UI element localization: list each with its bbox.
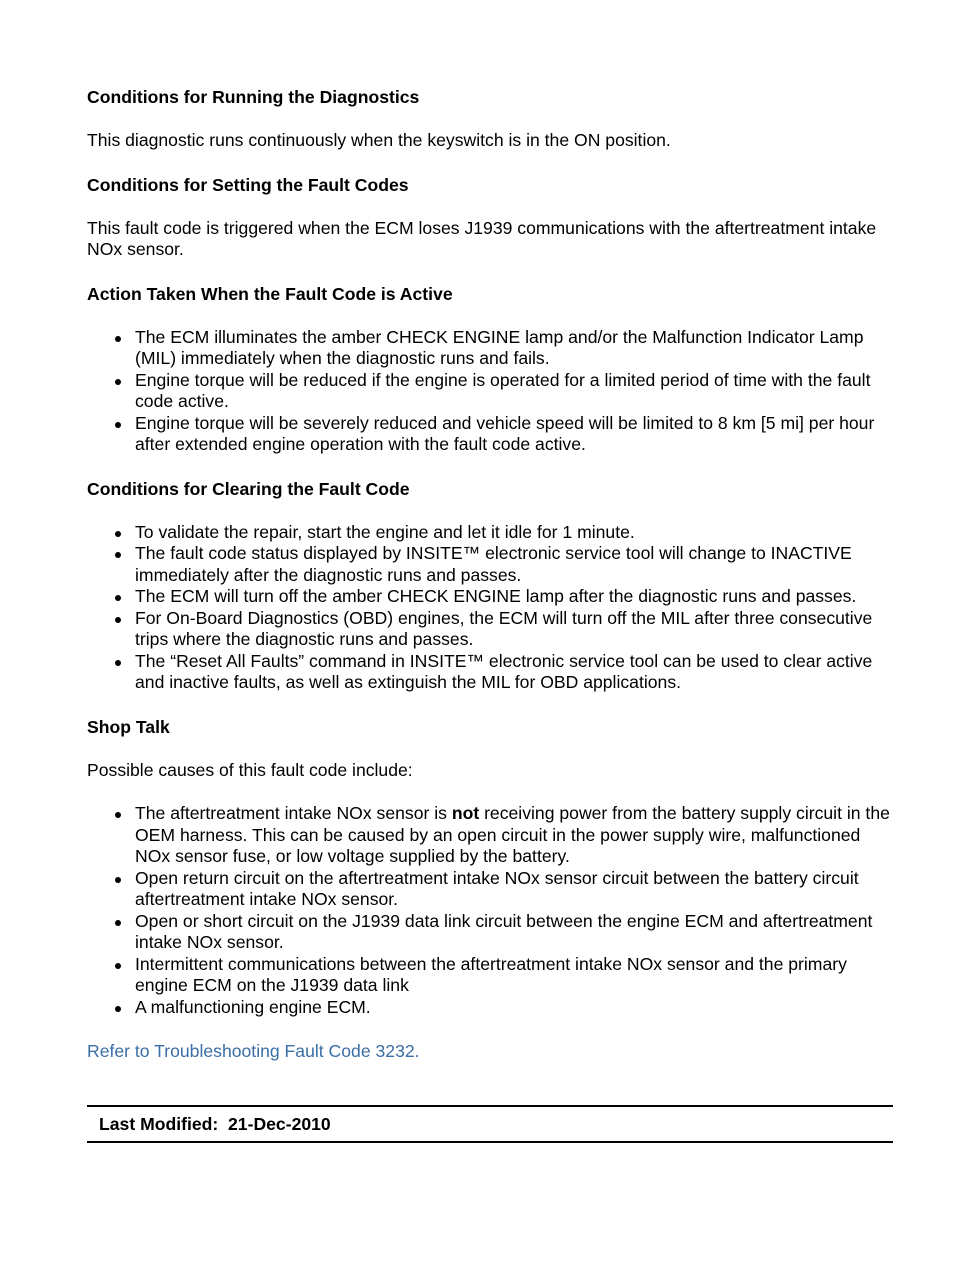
- list-item-text: The ECM illuminates the amber CHECK ENGINE lamp and/or the Malfunction Indicator Lamp (MIL) immediately when the diagnostic runs and fails.: [135, 326, 864, 368]
- list-item: [87, 911, 893, 954]
- heading-shop-talk: Shop Talk: [87, 716, 170, 737]
- action-taken-list: [87, 327, 893, 456]
- list-item: [87, 327, 893, 370]
- footer-bar: [87, 1105, 893, 1143]
- list-item-text: To validate the repair, start the engine and let it idle for 1 minute.: [135, 521, 635, 542]
- bullet-icon: [115, 877, 121, 883]
- heading-setting-conditions: Conditions for Setting the Fault Codes: [87, 174, 409, 195]
- bullet-icon: [115, 336, 121, 342]
- heading-clearing-conditions: Conditions for Clearing the Fault Code: [87, 478, 410, 499]
- bullet-icon: [115, 812, 121, 818]
- bullet-icon: [115, 920, 121, 926]
- list-item-text-after: receiving power from the battery supply circuit in the OEM harness. This can be caused by an open circuit in the power supply wire, malfunctioned NOx sensor fuse, or low voltage supplied by the battery.: [135, 803, 890, 866]
- bullet-icon: [115, 963, 121, 969]
- bullet-icon: [115, 660, 121, 666]
- list-item-text: Intermittent communications between the aftertreatment intake NOx sensor and the primary engine ECM on the J1939 data link: [135, 953, 847, 995]
- shop-talk-intro: Possible causes of this fault code include:: [87, 759, 413, 780]
- list-item-text: The “Reset All Faults” command in INSITE™ electronic service tool can be used to clear active and inactive faults, as well as extinguish the MIL for OBD applications.: [135, 650, 873, 692]
- list-item: [87, 954, 893, 997]
- setting-conditions-text: This fault code is triggered when the ECM loses J1939 communications with the aftertreatment intake NOx sensor.: [87, 217, 877, 259]
- list-item: [87, 608, 893, 651]
- list-item-text-before: The aftertreatment intake NOx sensor is: [135, 803, 452, 823]
- list-item-text: Open return circuit on the aftertreatment intake NOx sensor circuit between the battery circuit aftertreatment intake NOx sensor.: [135, 867, 859, 909]
- list-item: [87, 868, 893, 911]
- bullet-icon: [115, 1006, 121, 1012]
- list-item: [87, 543, 893, 586]
- heading-action-taken: Action Taken When the Fault Code is Active: [87, 283, 453, 304]
- list-item: [87, 803, 893, 868]
- troubleshooting-link[interactable]: Refer to Troubleshooting Fault Code 3232.: [87, 1041, 420, 1061]
- list-item-text: The fault code status displayed by INSITE™ electronic service tool will change to INACTIVE immediately after the diagnostic runs and passes.: [135, 543, 852, 585]
- possible-causes-list: [87, 803, 893, 1018]
- bullet-icon: [115, 379, 121, 385]
- list-item-emphasis: not: [451, 803, 480, 823]
- list-item-text: For On-Board Diagnostics (OBD) engines, the ECM will turn off the MIL after three consecutive trips where the diagnostic runs and passes.: [135, 607, 873, 649]
- list-item: [87, 651, 893, 694]
- list-item: [87, 370, 893, 413]
- heading-running-conditions: Conditions for Running the Diagnostics: [87, 87, 420, 107]
- list-item-text: A malfunctioning engine ECM.: [135, 996, 371, 1017]
- list-item: [87, 997, 893, 1019]
- running-conditions-text: This diagnostic runs continuously when the keyswitch is in the ON position.: [87, 130, 671, 150]
- list-item-text: Open or short circuit on the J1939 data link circuit between the engine ECM and aftertreatment intake NOx sensor.: [135, 910, 873, 952]
- bullet-icon: [115, 422, 121, 428]
- bullet-icon: [115, 531, 121, 537]
- list-item-text: Engine torque will be severely reduced and vehicle speed will be limited to 8 km [5 mi] per hour after extended engine operation with the fault code active.: [135, 412, 875, 454]
- bullet-icon: [115, 595, 121, 601]
- last-modified-label: Last Modified: 21-Dec-2010: [99, 1114, 331, 1134]
- list-item: [87, 586, 893, 608]
- bullet-icon: [115, 617, 121, 623]
- document-body: [87, 86, 893, 1084]
- list-item: [87, 413, 893, 456]
- list-item-text: Engine torque will be reduced if the engine is operated for a limited period of time with the fault code active.: [135, 369, 871, 411]
- bullet-icon: [115, 552, 121, 558]
- list-item: [87, 522, 893, 544]
- list-item-text: The ECM will turn off the amber CHECK ENGINE lamp after the diagnostic runs and passes.: [135, 586, 857, 606]
- clearing-conditions-list: [87, 522, 893, 694]
